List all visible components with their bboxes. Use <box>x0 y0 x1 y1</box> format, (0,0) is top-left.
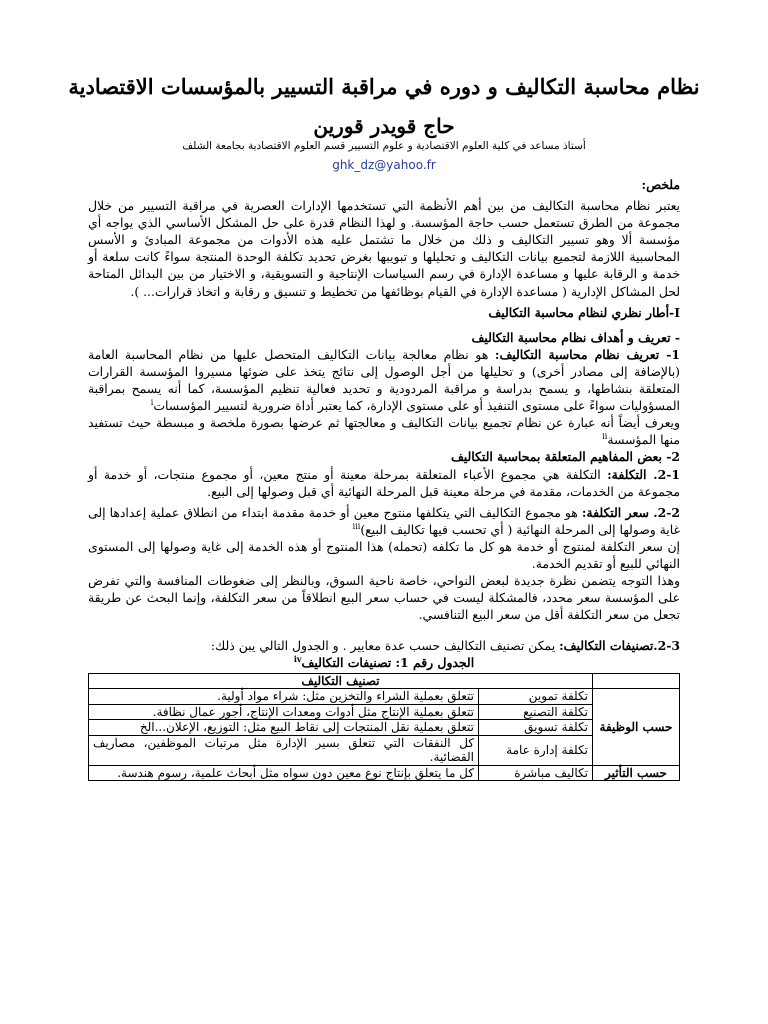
abstract-heading: ملخص: <box>641 177 680 192</box>
cost-type-cell: تكلفة تسويق <box>479 720 593 736</box>
definition-text: هو نظام معالجة بيانات التكاليف المتحصل عليها من نظام المحاسبة العامة (بالإضافة إلى مصادر أخرى) و تحليلها من أجل الوصول إلى نتائج يتخذ على ضوئها مسيروا المؤسسة القرارات المتعلقة بنشاطها، و يسمح بدراسة و مراقبة المردودية و تحديد فعالية تنظيم المؤسسة، كما أنه يسمح بمراقبة المسؤوليات سواءً على مستوى التنفيذ أو على مستوى الإدارة، كما يعتبر أداة ضرورية لتسيير المؤسسات <box>88 346 680 414</box>
table-row <box>89 720 680 736</box>
cost-text: التكلفة هي مجموع الأعباء المتعلقة بمرحلة معينة أو منتج معين، أو مجموع منتجات، أو خدمة أو مجموعة من الخدمات، مقدمة في مرحلة معينة قبل المرحلة النهائية أي قبل وصولها إلى البيع. <box>88 466 680 499</box>
cost-lead: 2-1. التكلفة: <box>607 466 680 482</box>
table-row <box>89 765 680 781</box>
definition-2-text: ويعرف أيضاً أنه عبارة عن نظام تجميع بيانات التكاليف و معالجتها ثم عرضها بصورة ملخصة و مبسطة حيث تستفيد منها المؤسسة <box>88 415 680 448</box>
cost-price-text: هو مجموع التكاليف التي يتكلفها منتوج معين أو خدمة مقدمة ابتداء من انطلاق عملية إعدادها إلى غاية وصولها إلى المرحلة النهائية ( أي تحسب فيها تكاليف البيع) <box>88 504 680 537</box>
table-caption <box>88 654 680 671</box>
section-1a-heading: - تعريف و أهداف نظام محاسبة التكاليف <box>471 329 680 345</box>
footnote-ref-ii[interactable]: ii <box>602 432 608 442</box>
group-label-function: حسب الوظيفة <box>593 689 680 766</box>
paragraph-market: وهذا التوجه يتضمن نظرة جديدة لبعض النواحي، خاصة ناحية السوق، وبالنظر إلى ضغوطات المنافسة والتي تفرض على المؤسسة سعر محدد، فالمشكلة ليست في حساب سعر البيع انطلاقاً من سعر التكلفة، وإنما البحث عن طريقة تجعل من سعر التكلفة أقل من سعر البيع التنافسي. <box>88 573 680 623</box>
classification-text: يمكن تصنيف التكاليف حسب عدة معايير . و الجدول التالي يبن ذلك: <box>210 638 560 654</box>
paragraph-classification <box>88 637 680 654</box>
cost-desc-cell: تتعلق بعملية الشراء والتخزين مثل: شراء مواد أولية. <box>89 689 479 705</box>
section-1-heading: I-أطار نظري لنظام محاسبة التكاليف <box>488 304 680 320</box>
paragraph-cost-price <box>88 504 680 538</box>
classification-lead: 2-3.تصنيفات التكاليف: <box>559 638 680 654</box>
cost-type-cell: تكلفة إدارة عامة <box>479 735 593 765</box>
section-2-heading: 2- بعض المفاهيم المتعلقة بمحاسبة التكاليف <box>450 449 680 465</box>
table-caption-text: الجدول رقم 1: تصنيفات التكاليف <box>301 655 475 671</box>
cost-type-cell: تكلفة التصنيع <box>479 704 593 720</box>
table-row <box>89 704 680 720</box>
paragraph-definition <box>88 346 680 414</box>
abstract-text: يعتبر نظام محاسبة التكاليف من بين أهم الأنظمة التي تستخدمها الإدارات العصرية في مراقبة التسيير من خلال مجموعة من الطرق تستعمل حسب حاجة المؤسسة. و لهذا النظام قدرة على حل المشكل الأساسي الذي يواجه أي مؤسسة ألا وهو تسيير التكاليف و ذلك من خلال ما تشتمل عليه هذه الأدوات من مجموعة المبادئ و الأسس المحاسبية اللازمة لتجميع بيانات التكاليف و تحليلها و تبويبها بغرض تحديد تكلفة الوحدة المنتجة سواءً كانت سلعة أو خدمة و الرقابة عليها و مساعدة الإدارة في رسم السياسات الإنتاجية و التسويقية، و الاختيار من بين البدائل المتاحة لحل المشاكل الإدارية ( مساعدة الإدارة في القيام بوظائفها من تخطيط و تنسيق و رقابة و اتخاذ قرارات... ). <box>88 198 680 299</box>
cost-desc-cell: تتعلق بعملية نقل المنتجات إلى نقاط البيع مثل: التوزيع، الإعلان...الخ <box>89 720 479 736</box>
table-header-row <box>89 673 680 689</box>
definition-lead: 1- تعريف نظام محاسبة التكاليف: <box>494 346 680 362</box>
footnote-ref-i[interactable]: i <box>150 398 154 407</box>
cost-desc-cell: كل النفقات التي تتعلق بسير الإدارة مثل مرتبات الموظفين، مصاريف القضائية. <box>89 735 479 765</box>
table-row <box>89 689 680 705</box>
paper-title: نظام محاسبة التكاليف و دوره في مراقبة التسيير بالمؤسسات الاقتصادية <box>68 74 700 99</box>
cost-classification-table <box>88 673 680 782</box>
group-label-impact: حسب التأثير <box>593 765 680 781</box>
paragraph-cost-price-2: إن سعر التكلفة لمنتوج أو خدمة هو كل ما تكلفه (تحمله) هذا المنتوج أو هذه الخدمة إلى غاية وصولها إلى المستوى النهائي للبيع أو تقديم الخدمة. <box>88 538 680 571</box>
author-affiliation: أستاذ مساعد في كلية العلوم الاقتصادية و علوم التسيير قسم العلوم الاقتصادية بجامعة الشلف <box>182 140 586 152</box>
footnote-ref-iv[interactable]: iv <box>293 654 302 665</box>
table-row <box>89 735 680 765</box>
author-email[interactable]: ghk_dz@yahoo.fr <box>332 158 436 172</box>
cost-type-cell: تكلفة تموين <box>479 689 593 705</box>
table-header-cell: تصنيف التكاليف <box>89 673 593 689</box>
footnote-ref-iii[interactable]: iii <box>352 521 361 531</box>
document-body <box>88 176 680 781</box>
header-empty-cell <box>593 673 680 689</box>
author-name: حاج قويدر قورين <box>313 114 455 138</box>
paragraph-definition-2 <box>88 414 680 448</box>
cost-type-cell: تكاليف مباشرة <box>479 765 593 781</box>
cost-desc-cell: كل ما يتعلق بإنتاج نوع معين دون سواه مثل أبحاث علمية، رسوم هندسة. <box>89 765 479 781</box>
paragraph-cost <box>88 466 680 500</box>
cost-desc-cell: تتعلق بعملية الإنتاج مثل أدوات ومعدات الإنتاج، أجور عمال نظافة. <box>89 704 479 720</box>
cost-price-lead: 2-2. سعر التكلفة: <box>581 504 680 520</box>
